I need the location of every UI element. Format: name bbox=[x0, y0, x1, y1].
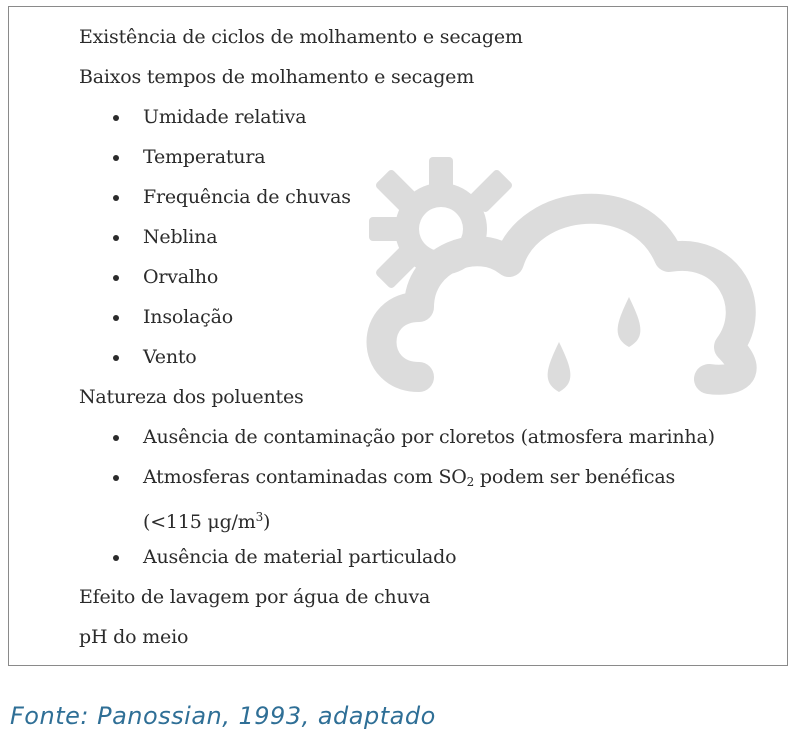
source-caption: Fonte: Panossian, 1993, adaptado bbox=[10, 702, 436, 730]
text-segment: podem ser benéficas bbox=[474, 466, 676, 488]
list-item: Baixos tempos de molhamento e secagem bbox=[79, 66, 475, 88]
bullet-dot bbox=[113, 355, 119, 361]
sub-list-item: Ausência de material particulado bbox=[143, 546, 457, 568]
bullet-dot bbox=[113, 275, 119, 281]
sub-list-item bbox=[143, 505, 270, 534]
sub-list-item: Umidade relativa bbox=[143, 106, 307, 128]
list-item: Efeito de lavagem por água de chuva bbox=[79, 586, 431, 608]
bullet-dot bbox=[113, 435, 119, 441]
list-item: Existência de ciclos de molhamento e secagem bbox=[79, 26, 523, 48]
bullet-dot bbox=[113, 155, 119, 161]
bullet-dot bbox=[113, 315, 119, 321]
list-item: pH do meio bbox=[79, 626, 189, 648]
superscript: 3 bbox=[255, 510, 264, 524]
sub-list-item: Ausência de contaminação por cloretos (atmosfera marinha) bbox=[143, 426, 715, 448]
sub-list-item bbox=[143, 465, 675, 494]
conditions-list bbox=[9, 7, 787, 665]
sub-list-item: Temperatura bbox=[143, 146, 266, 168]
sub-list-item: Neblina bbox=[143, 226, 218, 248]
sub-list-item: Orvalho bbox=[143, 266, 219, 288]
bullet-dot bbox=[113, 555, 119, 561]
text-segment: (<115 μg/m bbox=[143, 511, 256, 533]
sub-list-item: Vento bbox=[143, 346, 197, 368]
bullet-dot bbox=[113, 115, 119, 121]
text-segment: ) bbox=[263, 511, 271, 533]
content-panel bbox=[8, 6, 788, 666]
subscript: 2 bbox=[466, 475, 475, 489]
sub-list-item: Frequência de chuvas bbox=[143, 186, 351, 208]
bullet-dot bbox=[113, 475, 119, 481]
text-segment: Atmosferas contaminadas com SO bbox=[143, 466, 467, 488]
list-item: Natureza dos poluentes bbox=[79, 386, 304, 408]
bullet-dot bbox=[113, 235, 119, 241]
sub-list-item: Insolação bbox=[143, 306, 233, 328]
bullet-dot bbox=[113, 195, 119, 201]
